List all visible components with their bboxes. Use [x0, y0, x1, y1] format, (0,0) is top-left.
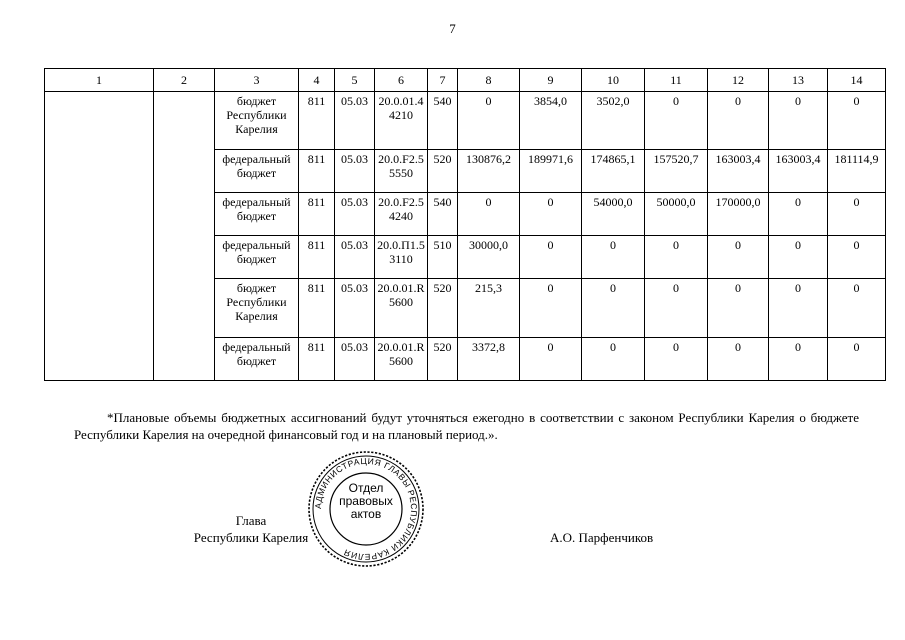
col-header-4: 4 — [299, 69, 335, 92]
cell-col12: 170000,0 — [708, 193, 769, 236]
empty-cell-col2 — [154, 92, 215, 381]
stamp-line-3: актов — [350, 507, 382, 521]
cell-col7: 540 — [428, 193, 458, 236]
header-row — [45, 69, 886, 92]
funding-source: федеральный бюджет — [215, 150, 299, 193]
cell-col12: 0 — [708, 92, 769, 150]
col-header-14: 14 — [828, 69, 886, 92]
stamp-center-text — [334, 482, 398, 521]
cell-col5: 05.03 — [335, 193, 375, 236]
cell-col9: 0 — [520, 193, 582, 236]
cell-col5: 05.03 — [335, 236, 375, 279]
cell-col13: 0 — [769, 236, 828, 279]
role-line-2: Республики Карелия — [193, 530, 309, 545]
stamp-line-2: правовых — [339, 494, 393, 508]
funding-source: федеральный бюджет — [215, 338, 299, 381]
cell-col11: 157520,7 — [645, 150, 708, 193]
cell-col9: 0 — [520, 279, 582, 338]
stamp-line-1: Отдел — [348, 481, 384, 495]
col-header-3: 3 — [215, 69, 299, 92]
cell-col14: 0 — [828, 279, 886, 338]
cell-col5: 05.03 — [335, 279, 375, 338]
cell-col13: 0 — [769, 279, 828, 338]
col-header-2: 2 — [154, 69, 215, 92]
cell-col12: 0 — [708, 236, 769, 279]
cell-col6: 20.0.01.R5600 — [375, 338, 428, 381]
budget-table — [44, 68, 886, 381]
cell-col13: 0 — [769, 92, 828, 150]
cell-col13: 0 — [769, 193, 828, 236]
cell-col8: 0 — [458, 92, 520, 150]
stamp-ring-text: АДМИНИСТРАЦИЯ ГЛАВЫ РЕСПУБЛИКИ КАРЕЛИЯ — [312, 455, 420, 563]
col-header-11: 11 — [645, 69, 708, 92]
cell-col10: 0 — [582, 338, 645, 381]
funding-source: бюджет Республики Карелия — [215, 279, 299, 338]
cell-col10: 0 — [582, 279, 645, 338]
cell-col13: 0 — [769, 338, 828, 381]
signatory-role — [184, 512, 318, 546]
cell-col11: 0 — [645, 338, 708, 381]
col-header-6: 6 — [375, 69, 428, 92]
cell-col7: 510 — [428, 236, 458, 279]
cell-col4: 811 — [299, 92, 335, 150]
cell-col14: 181114,9 — [828, 150, 886, 193]
cell-col11: 0 — [645, 279, 708, 338]
cell-col11: 0 — [645, 92, 708, 150]
official-stamp — [306, 449, 426, 569]
funding-source: бюджет Республики Карелия — [215, 92, 299, 150]
cell-col5: 05.03 — [335, 92, 375, 150]
cell-col4: 811 — [299, 193, 335, 236]
cell-col4: 811 — [299, 236, 335, 279]
cell-col10: 174865,1 — [582, 150, 645, 193]
cell-col12: 0 — [708, 338, 769, 381]
cell-col6: 20.0.01.R5600 — [375, 279, 428, 338]
funding-source: федеральный бюджет — [215, 236, 299, 279]
cell-col10: 3502,0 — [582, 92, 645, 150]
col-header-12: 12 — [708, 69, 769, 92]
cell-col10: 54000,0 — [582, 193, 645, 236]
cell-col9: 0 — [520, 338, 582, 381]
cell-col8: 215,3 — [458, 279, 520, 338]
cell-col6: 20.0.F2.55550 — [375, 150, 428, 193]
col-header-8: 8 — [458, 69, 520, 92]
col-header-13: 13 — [769, 69, 828, 92]
role-line-1: Глава — [235, 513, 267, 528]
col-header-7: 7 — [428, 69, 458, 92]
col-header-10: 10 — [582, 69, 645, 92]
cell-col4: 811 — [299, 150, 335, 193]
cell-col5: 05.03 — [335, 150, 375, 193]
cell-col6: 20.0.П1.53110 — [375, 236, 428, 279]
col-header-5: 5 — [335, 69, 375, 92]
empty-cell-col1 — [45, 92, 154, 381]
funding-source: федеральный бюджет — [215, 193, 299, 236]
cell-col7: 520 — [428, 150, 458, 193]
cell-col14: 0 — [828, 236, 886, 279]
footnote — [74, 409, 859, 443]
cell-col11: 50000,0 — [645, 193, 708, 236]
cell-col8: 0 — [458, 193, 520, 236]
cell-col14: 0 — [828, 92, 886, 150]
cell-col7: 540 — [428, 92, 458, 150]
cell-col7: 520 — [428, 338, 458, 381]
cell-col8: 30000,0 — [458, 236, 520, 279]
cell-col6: 20.0.01.44210 — [375, 92, 428, 150]
cell-col14: 0 — [828, 193, 886, 236]
cell-col9: 189971,6 — [520, 150, 582, 193]
cell-col12: 0 — [708, 279, 769, 338]
cell-col8: 3372,8 — [458, 338, 520, 381]
cell-col7: 520 — [428, 279, 458, 338]
col-header-1: 1 — [45, 69, 154, 92]
table-row — [45, 92, 886, 150]
cell-col9: 0 — [520, 236, 582, 279]
cell-col14: 0 — [828, 338, 886, 381]
footnote-text: *Плановые объемы бюджетных ассигнований будут уточняться ежегодно в соответствии с законом Республики Карелия о бюджете Республики Карелия на очередной финансовый год и на плановый период.». — [74, 410, 859, 442]
page-number: 7 — [449, 21, 456, 36]
cell-col5: 05.03 — [335, 338, 375, 381]
cell-col13: 163003,4 — [769, 150, 828, 193]
cell-col10: 0 — [582, 236, 645, 279]
col-header-9: 9 — [520, 69, 582, 92]
cell-col11: 0 — [645, 236, 708, 279]
cell-col4: 811 — [299, 338, 335, 381]
cell-col8: 130876,2 — [458, 150, 520, 193]
cell-col12: 163003,4 — [708, 150, 769, 193]
signatory-name: А.О. Парфенчиков — [550, 530, 654, 545]
cell-col4: 811 — [299, 279, 335, 338]
cell-col6: 20.0.F2.54240 — [375, 193, 428, 236]
cell-col9: 3854,0 — [520, 92, 582, 150]
